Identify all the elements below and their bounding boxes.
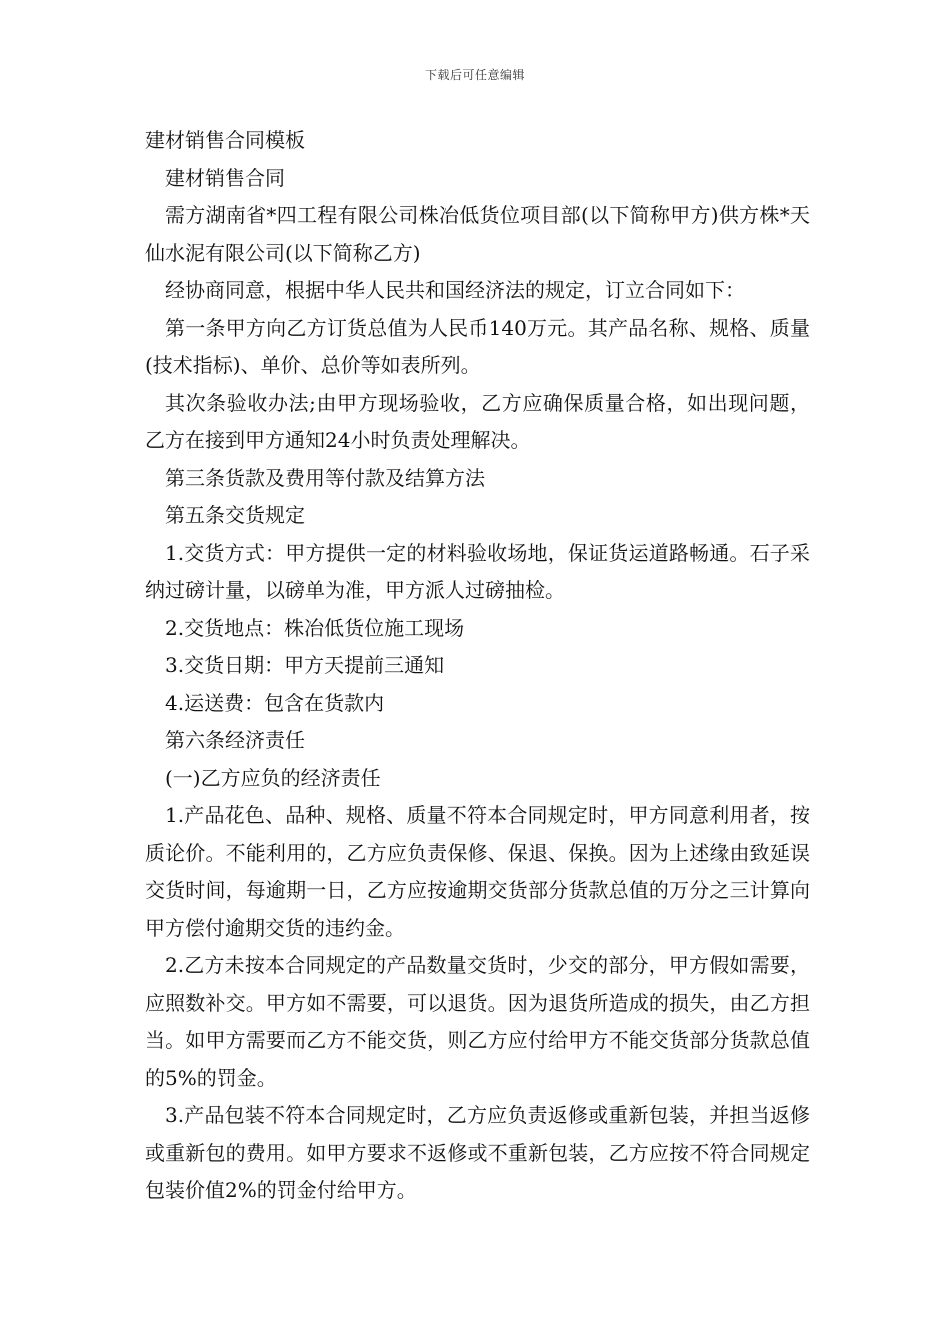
page-header-note: 下载后可任意编辑 bbox=[424, 68, 525, 82]
paragraph-delivery-date: 3.交货日期：甲方天提前三通知 bbox=[165, 653, 445, 677]
paragraph-liability-2: 2.乙方未按本合同规定的产品数量交货时，少交的部分，甲方假如需要，应照数补交。甲方如不需要，可以退货。因为退货所造成的损失，由乙方担当。如甲方需要而乙方不能交货，则乙方应付给甲方不能交货部分货款总值的5%的罚金。 bbox=[145, 953, 810, 1090]
paragraph-contract-heading: 建材销售合同 bbox=[165, 165, 285, 190]
paragraph-parties: 需方湖南省*四工程有限公司株冶低货位项目部(以下简称甲方)供方株*天仙水泥有限公司(以下简称乙方) bbox=[145, 203, 810, 265]
paragraph-article-3: 第三条货款及费用等付款及结算方法 bbox=[165, 465, 485, 490]
paragraph-delivery-location: 2.交货地点：株冶低货位施工现场 bbox=[165, 615, 465, 640]
document-body bbox=[145, 122, 810, 1210]
paragraph-article-6: 第六条经济责任 bbox=[165, 728, 305, 752]
paragraph-liability-3: 3.产品包装不符本合同规定时，乙方应负责返修或重新包装，并担当返修或重新包的费用。如甲方要求不返修或不重新包装，乙方应按不符合同规定包装价值2%的罚金付给甲方。 bbox=[145, 1103, 810, 1202]
paragraph-agreement: 经协商同意，根据中华人民共和国经济法的规定，订立合同如下： bbox=[165, 278, 745, 302]
paragraph-party-b-liability: (一)乙方应负的经济责任 bbox=[165, 765, 381, 790]
paragraph-article-5: 第五条交货规定 bbox=[165, 503, 305, 527]
paragraph-liability-1: 1.产品花色、品种、规格、质量不符本合同规定时，甲方同意利用者，按质论价。不能利用的，乙方应负责保修、保退、保换。因为上述缘由致延误交货时间，每逾期一日，乙方应按逾期交货部分货款总值的万分之三计算向甲方偿付逾期交货的违约金。 bbox=[145, 803, 810, 940]
paragraph-delivery-method: 1.交货方式：甲方提供一定的材料验收场地，保证货运道路畅通。石子采纳过磅计量，以磅单为准，甲方派人过磅抽检。 bbox=[145, 540, 810, 602]
document-title: 建材销售合同模板 bbox=[145, 128, 305, 152]
paragraph-article-1: 第一条甲方向乙方订货总值为人民币140万元。其产品名称、规格、质量(技术指标)、单价、总价等如表所列。 bbox=[145, 315, 810, 377]
paragraph-article-2: 其次条验收办法;由甲方现场验收，乙方应确保质量合格，如出现问题，乙方在接到甲方通知24小时负责处理解决。 bbox=[145, 390, 810, 452]
paragraph-transport-fee: 4.运送费：包含在货款内 bbox=[165, 690, 385, 715]
